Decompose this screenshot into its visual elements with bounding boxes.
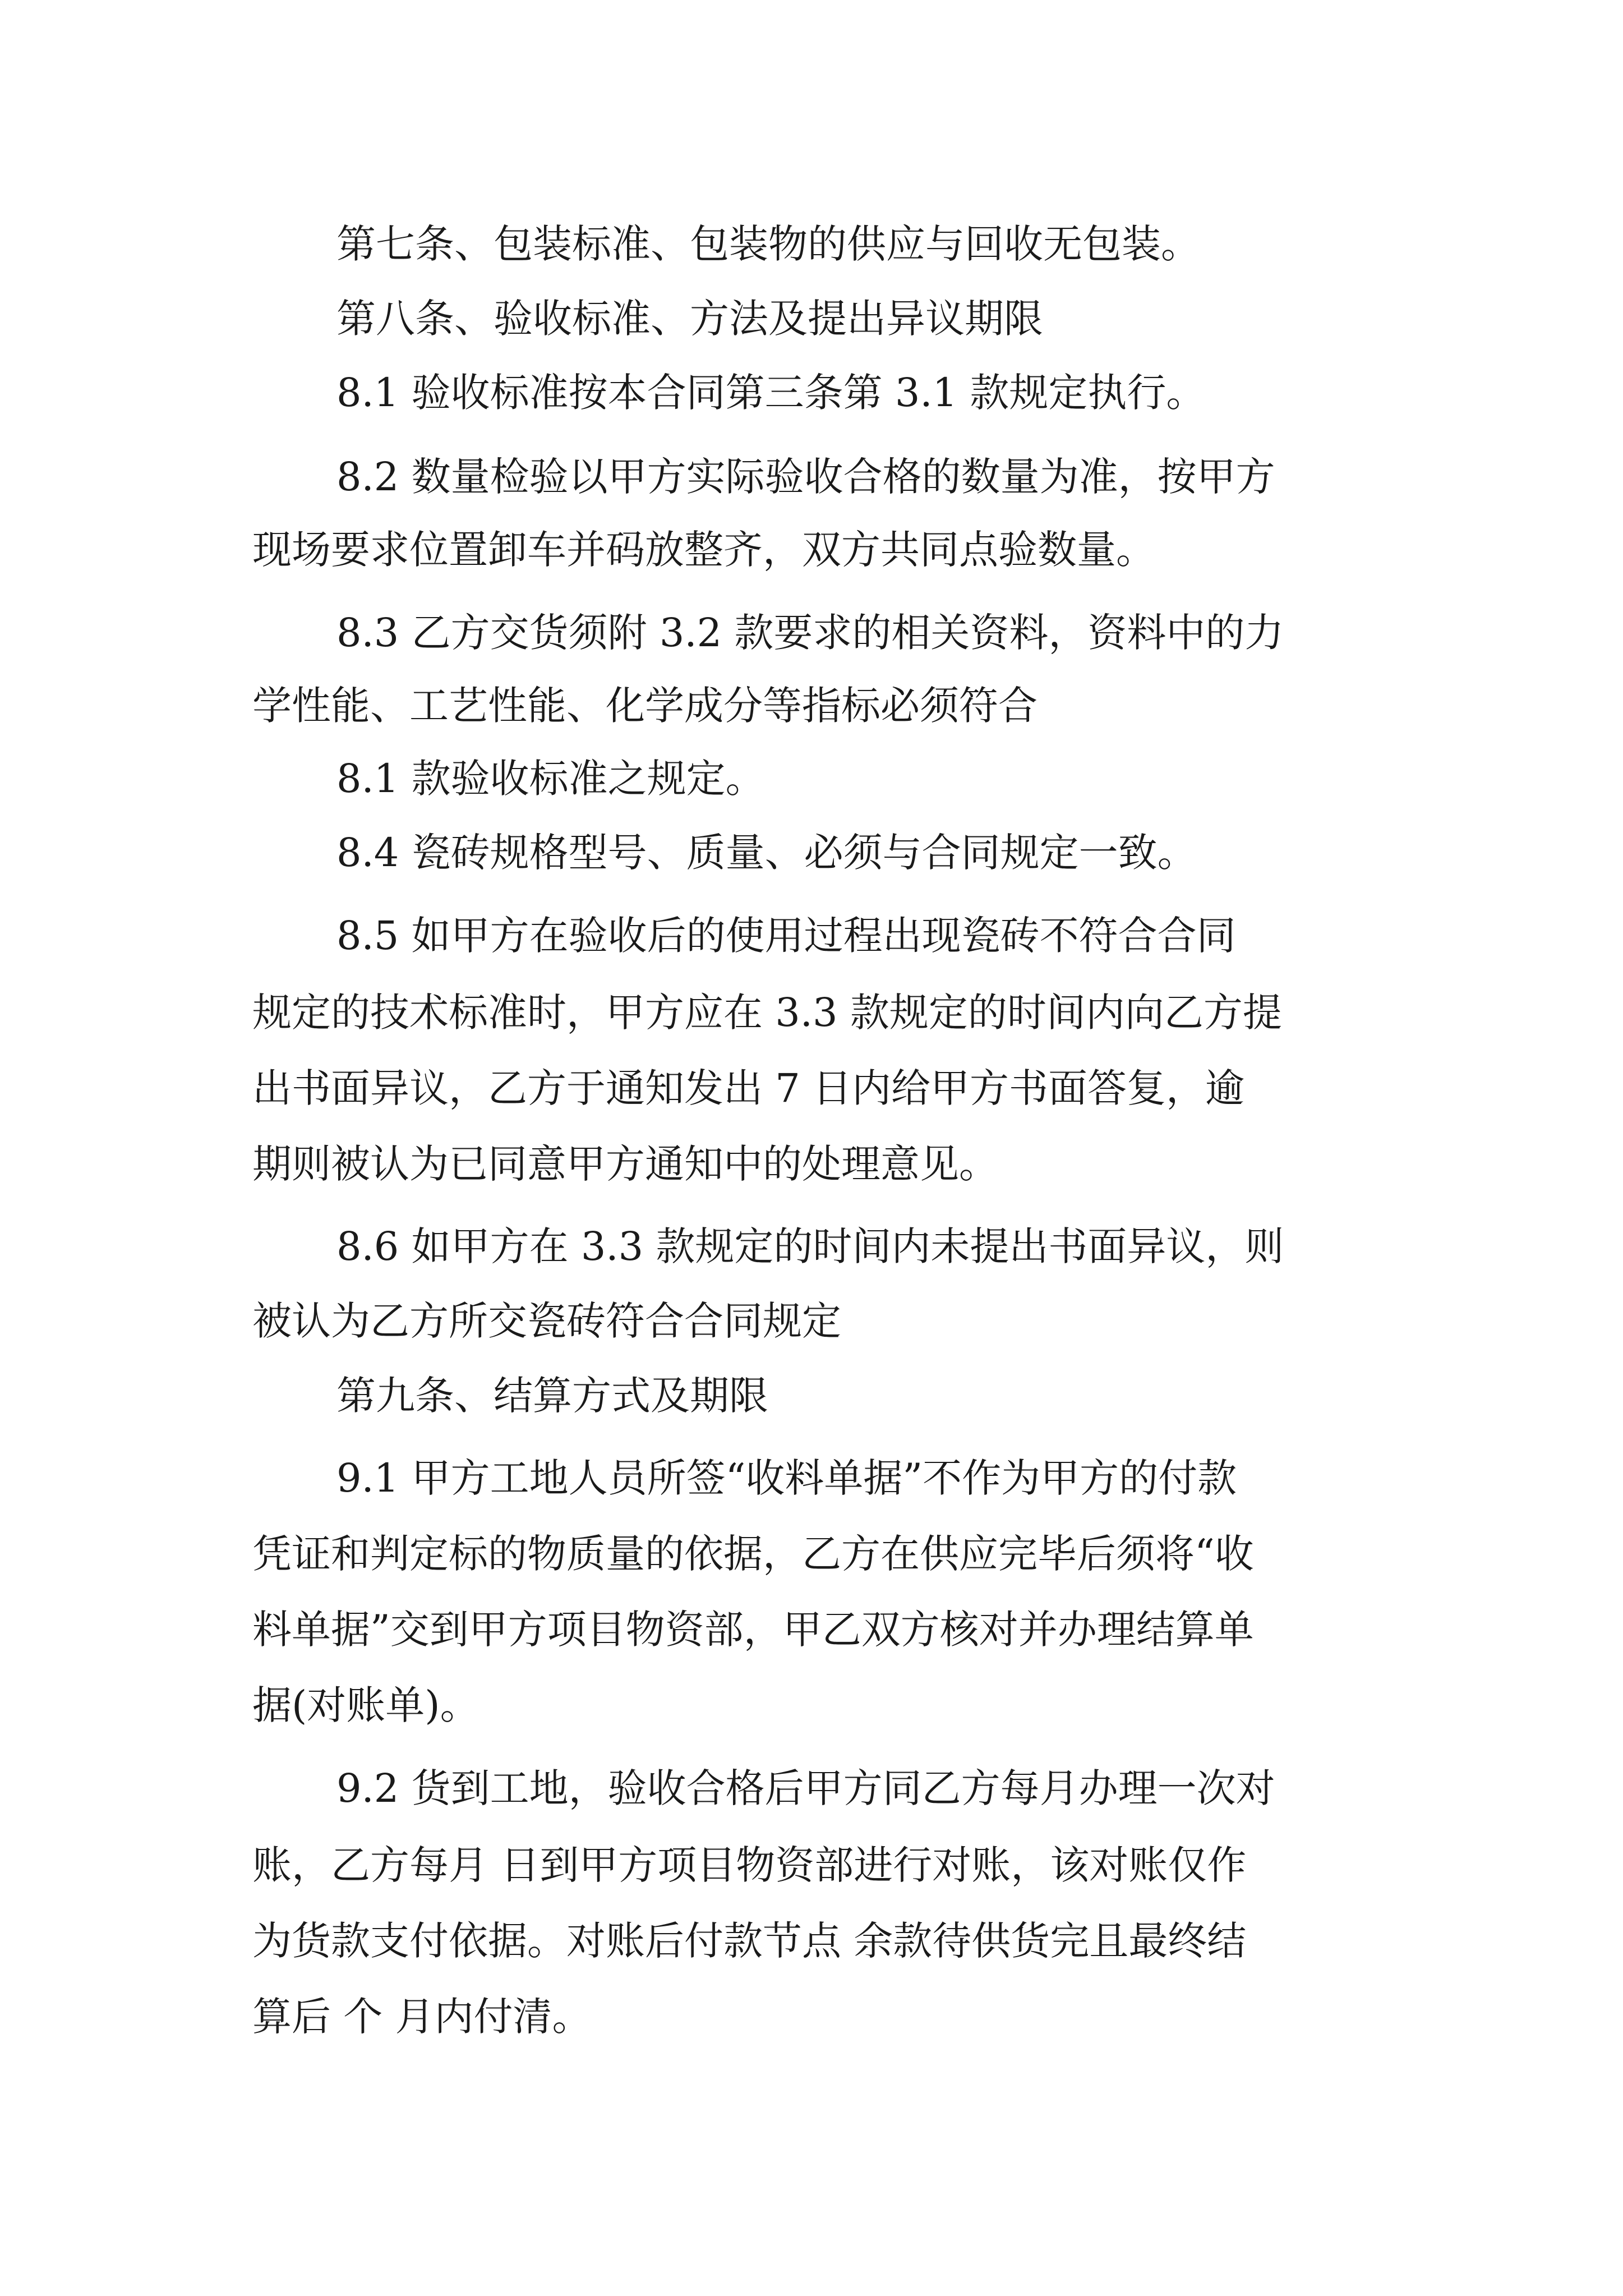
clause-9-1-line-1: 9.1 甲方工地人员所签“收料单据”不作为甲方的付款 bbox=[336, 1455, 1237, 1501]
clause-8-1-line: 8.1 验收标准按本合同第三条第 3.1 款规定执行。 bbox=[336, 370, 1206, 416]
clause-8-6-line-1: 8.6 如甲方在 3.3 款规定的时间内未提出书面异议，则 bbox=[336, 1223, 1284, 1269]
clause-9-2-line-3: 为货款支付依据。对账后付款节点 余款待供货完且最终结 bbox=[252, 1918, 1247, 1964]
clause-9-2-line-2: 账，乙方每月 日到甲方项目物资部进行对账，该对账仅作 bbox=[252, 1842, 1247, 1888]
clause-8-5-line-4: 期则被认为已同意甲方通知中的处理意见。 bbox=[252, 1141, 998, 1187]
clause-8-3-line-2: 学性能、工艺性能、化学成分等指标必须符合 bbox=[252, 683, 1038, 729]
clause-9-2-line-4: 算后 个 月内付清。 bbox=[252, 1994, 592, 2040]
clause-9-2-line-1: 9.2 货到工地，验收合格后甲方同乙方每月办理一次对 bbox=[336, 1765, 1275, 1811]
clause-8-2-line-2: 现场要求位置卸车并码放整齐，双方共同点验数量。 bbox=[252, 527, 1155, 573]
clause-8-3-line-1: 8.3 乙方交货须附 3.2 款要求的相关资料，资料中的力 bbox=[336, 610, 1284, 656]
clause-8-5-line-3: 出书面异议，乙方于通知发出 7 日内给甲方书面答复，逾 bbox=[252, 1065, 1245, 1111]
clause-8-2-line-1: 8.2 数量检验以甲方实际验收合格的数量为准，按甲方 bbox=[336, 454, 1275, 500]
clause-9-1-line-3: 料单据”交到甲方项目物资部，甲乙双方核对并办理结算单 bbox=[252, 1607, 1254, 1653]
clause-8-5-line-1: 8.5 如甲方在验收后的使用过程出现瓷砖不符合合同 bbox=[336, 913, 1236, 959]
clause-8-3-line-3: 8.1 款验收标准之规定。 bbox=[336, 756, 765, 802]
clause-8-4-line: 8.4 瓷砖规格型号、质量、必须与合同规定一致。 bbox=[336, 830, 1197, 876]
clause-9-heading: 第九条、结算方式及期限 bbox=[336, 1373, 768, 1419]
clause-9-1-line-2: 凭证和判定标的物质量的依据，乙方在供应完毕后须将“收 bbox=[252, 1531, 1254, 1577]
clause-8-6-line-2: 被认为乙方所交瓷砖符合合同规定 bbox=[252, 1298, 841, 1344]
clause-7-line: 第七条、包装标准、包装物的供应与回收无包装。 bbox=[336, 221, 1200, 267]
clause-8-5-line-2: 规定的技术标准时，甲方应在 3.3 款规定的时间内向乙方提 bbox=[252, 990, 1282, 1036]
clause-8-heading: 第八条、验收标准、方法及提出异议期限 bbox=[336, 296, 1043, 342]
clause-9-1-line-4: 据(对账单)。 bbox=[252, 1682, 479, 1728]
